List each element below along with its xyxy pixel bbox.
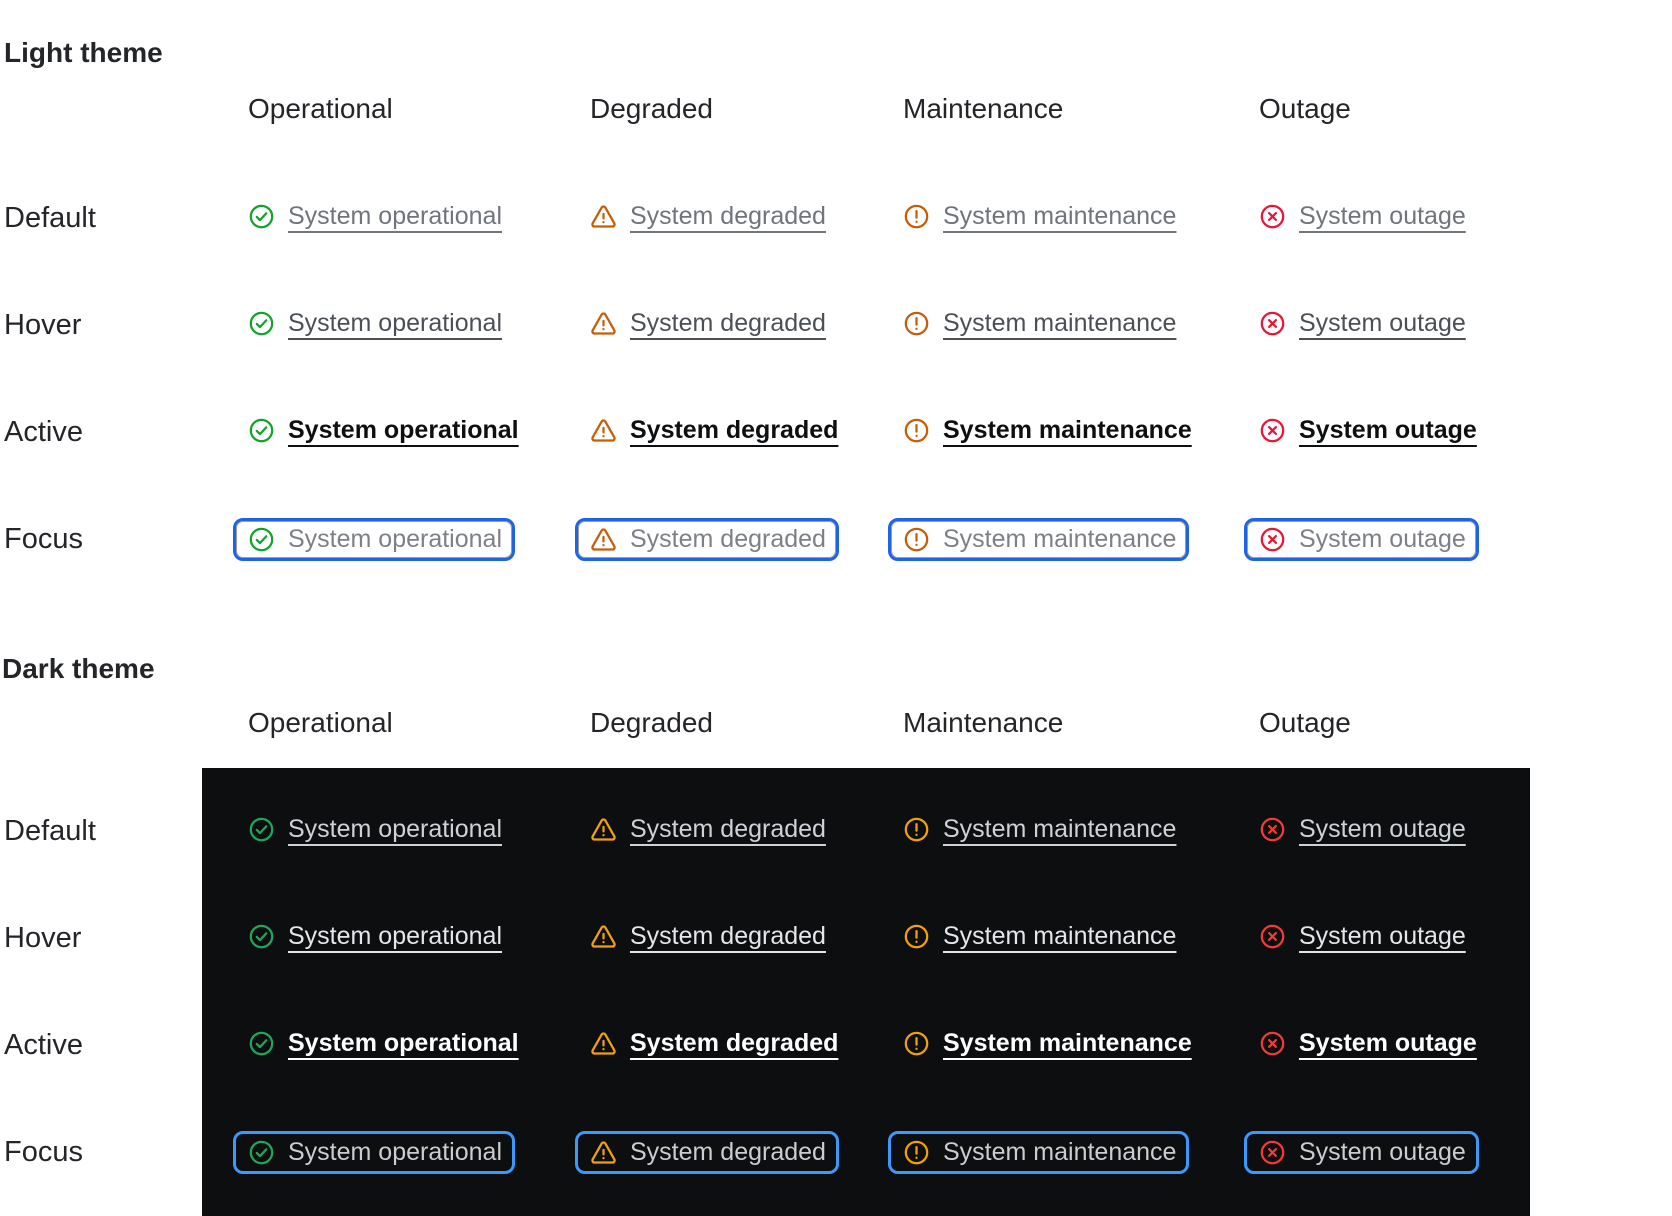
- status-link-maintenance-focus[interactable]: [888, 1131, 1189, 1174]
- status-link-label: System degraded: [630, 415, 839, 444]
- cell-dark-default-operational: [248, 816, 590, 848]
- cell-dark-active-outage: [1259, 1030, 1672, 1062]
- x-circle-icon: [1259, 816, 1286, 843]
- cell-dark-active-maintenance: [903, 1030, 1259, 1062]
- column-header-operational: Operational: [248, 93, 393, 124]
- cell-light-default-degraded: [590, 203, 903, 235]
- row-label-hover: Hover: [4, 309, 82, 341]
- cell-dark-hover-degraded: [590, 923, 903, 955]
- status-link-label: System outage: [1299, 1138, 1466, 1166]
- cell-dark-focus-operational: [248, 1131, 590, 1174]
- status-link-label: System degraded: [630, 1138, 826, 1166]
- cell-dark-focus-degraded: [590, 1131, 903, 1174]
- row-label-focus: Focus: [4, 523, 83, 555]
- warning-triangle-icon: [590, 816, 617, 843]
- section-title-dark: Dark theme: [2, 653, 155, 685]
- status-link-maintenance-hover[interactable]: [903, 923, 1176, 950]
- column-header-outage: Outage: [1259, 93, 1351, 124]
- status-link-operational-active[interactable]: [248, 417, 519, 444]
- cell-dark-hover-outage: [1259, 923, 1672, 955]
- check-circle-icon: [248, 203, 275, 230]
- cell-dark-default-maintenance: [903, 816, 1259, 848]
- alert-circle-icon: [903, 203, 930, 230]
- status-link-label: System degraded: [630, 525, 826, 553]
- status-link-outage-hover[interactable]: [1259, 310, 1466, 337]
- column-header-maintenance: Maintenance: [903, 93, 1064, 124]
- x-circle-icon: [1259, 1030, 1286, 1057]
- cell-light-active-maintenance: [903, 417, 1259, 449]
- alert-circle-icon: [903, 1030, 930, 1057]
- warning-triangle-icon: [590, 1139, 617, 1166]
- status-link-label: System operational: [288, 814, 503, 843]
- status-link-outage-active[interactable]: [1259, 1030, 1477, 1057]
- row-label-hover: Hover: [4, 922, 82, 954]
- x-circle-icon: [1259, 526, 1286, 553]
- status-link-outage-active[interactable]: [1259, 417, 1477, 444]
- warning-triangle-icon: [590, 526, 617, 553]
- row-label-default: Default: [4, 815, 96, 847]
- cell-light-default-maintenance: [903, 203, 1259, 235]
- status-link-degraded-hover[interactable]: [590, 310, 826, 337]
- status-link-outage-default[interactable]: [1259, 203, 1466, 230]
- status-link-degraded-default[interactable]: [590, 203, 826, 230]
- alert-circle-icon: [903, 1139, 930, 1166]
- status-link-outage-focus[interactable]: [1244, 518, 1479, 561]
- status-link-label: System operational: [288, 201, 503, 230]
- warning-triangle-icon: [590, 203, 617, 230]
- status-link-label: System outage: [1299, 814, 1466, 843]
- row-label-active: Active: [4, 1029, 83, 1061]
- cell-light-hover-outage: [1259, 310, 1672, 342]
- status-link-outage-hover[interactable]: [1259, 923, 1466, 950]
- status-link-label: System outage: [1299, 415, 1477, 444]
- status-link-operational-focus[interactable]: [233, 518, 515, 561]
- light-column-headers: [0, 92, 1672, 126]
- status-link-operational-default[interactable]: [248, 816, 502, 843]
- status-link-operational-hover[interactable]: [248, 310, 502, 337]
- status-link-label: System maintenance: [943, 921, 1177, 950]
- dark-states-grid: [0, 778, 1672, 1206]
- cell-dark-default-outage: [1259, 816, 1672, 848]
- cell-dark-default-degraded: [590, 816, 903, 848]
- status-link-degraded-active[interactable]: [590, 1030, 838, 1057]
- x-circle-icon: [1259, 417, 1286, 444]
- status-link-label: System maintenance: [943, 525, 1177, 553]
- status-link-label: System outage: [1299, 201, 1466, 230]
- alert-circle-icon: [903, 923, 930, 950]
- status-link-operational-hover[interactable]: [248, 923, 502, 950]
- column-header-degraded: Degraded: [590, 93, 713, 124]
- status-link-label: System degraded: [630, 921, 826, 950]
- column-header-degraded: Degraded: [590, 707, 713, 738]
- status-link-operational-active[interactable]: [248, 1030, 519, 1057]
- status-link-degraded-focus[interactable]: [575, 518, 839, 561]
- x-circle-icon: [1259, 923, 1286, 950]
- cell-dark-focus-maintenance: [903, 1131, 1259, 1174]
- status-link-label: System degraded: [630, 308, 826, 337]
- status-link-degraded-focus[interactable]: [575, 1131, 839, 1174]
- row-label-active: Active: [4, 416, 83, 448]
- cell-light-hover-degraded: [590, 310, 903, 342]
- status-link-maintenance-default[interactable]: [903, 203, 1176, 230]
- cell-dark-focus-outage: [1259, 1131, 1672, 1174]
- status-link-label: System maintenance: [943, 814, 1177, 843]
- warning-triangle-icon: [590, 310, 617, 337]
- column-header-operational: Operational: [248, 707, 393, 738]
- status-link-label: System operational: [288, 1138, 503, 1166]
- status-link-outage-default[interactable]: [1259, 816, 1466, 843]
- status-link-label: System outage: [1299, 1028, 1477, 1057]
- status-link-degraded-hover[interactable]: [590, 923, 826, 950]
- status-link-label: System maintenance: [943, 308, 1177, 337]
- status-link-maintenance-hover[interactable]: [903, 310, 1176, 337]
- status-link-label: System operational: [288, 308, 503, 337]
- x-circle-icon: [1259, 1139, 1286, 1166]
- alert-circle-icon: [903, 310, 930, 337]
- alert-circle-icon: [903, 816, 930, 843]
- column-header-maintenance: Maintenance: [903, 707, 1064, 738]
- cell-light-active-operational: [248, 417, 590, 449]
- cell-light-focus-outage: [1259, 518, 1672, 561]
- status-link-degraded-active[interactable]: [590, 417, 838, 444]
- status-link-label: System maintenance: [943, 415, 1192, 444]
- check-circle-icon: [248, 526, 275, 553]
- status-link-maintenance-active[interactable]: [903, 417, 1192, 444]
- cell-light-focus-operational: [248, 518, 590, 561]
- check-circle-icon: [248, 1030, 275, 1057]
- row-label-focus: Focus: [4, 1136, 83, 1168]
- warning-triangle-icon: [590, 417, 617, 444]
- status-link-label: System degraded: [630, 1028, 839, 1057]
- status-link-operational-default[interactable]: [248, 203, 502, 230]
- alert-circle-icon: [903, 417, 930, 444]
- alert-circle-icon: [903, 526, 930, 553]
- cell-light-default-outage: [1259, 203, 1672, 235]
- status-link-label: System operational: [288, 921, 503, 950]
- cell-dark-hover-maintenance: [903, 923, 1259, 955]
- status-link-label: System operational: [288, 1028, 519, 1057]
- status-link-label: System operational: [288, 525, 503, 553]
- cell-light-hover-operational: [248, 310, 590, 342]
- check-circle-icon: [248, 816, 275, 843]
- column-header-outage: Outage: [1259, 707, 1351, 738]
- status-link-maintenance-active[interactable]: [903, 1030, 1192, 1057]
- status-link-maintenance-focus[interactable]: [888, 518, 1189, 561]
- cell-light-focus-degraded: [590, 518, 903, 561]
- check-circle-icon: [248, 310, 275, 337]
- dark-column-headers: [0, 706, 1672, 740]
- status-link-label: System maintenance: [943, 201, 1177, 230]
- status-link-label: System maintenance: [943, 1028, 1192, 1057]
- check-circle-icon: [248, 1139, 275, 1166]
- status-link-outage-focus[interactable]: [1244, 1131, 1479, 1174]
- status-link-label: System degraded: [630, 201, 826, 230]
- x-circle-icon: [1259, 310, 1286, 337]
- check-circle-icon: [248, 923, 275, 950]
- status-link-maintenance-default[interactable]: [903, 816, 1176, 843]
- status-link-label: System outage: [1299, 921, 1466, 950]
- status-link-label: System maintenance: [943, 1138, 1177, 1166]
- status-link-degraded-default[interactable]: [590, 816, 826, 843]
- status-link-operational-focus[interactable]: [233, 1131, 515, 1174]
- status-link-label: System outage: [1299, 308, 1466, 337]
- status-link-label: System outage: [1299, 525, 1466, 553]
- cell-light-active-outage: [1259, 417, 1672, 449]
- cell-light-default-operational: [248, 203, 590, 235]
- cell-dark-active-degraded: [590, 1030, 903, 1062]
- row-label-default: Default: [4, 202, 96, 234]
- status-link-label: System operational: [288, 415, 519, 444]
- warning-triangle-icon: [590, 923, 617, 950]
- x-circle-icon: [1259, 203, 1286, 230]
- section-title-light: Light theme: [4, 37, 163, 69]
- check-circle-icon: [248, 417, 275, 444]
- warning-triangle-icon: [590, 1030, 617, 1057]
- status-link-label: System degraded: [630, 814, 826, 843]
- cell-dark-hover-operational: [248, 923, 590, 955]
- cell-dark-active-operational: [248, 1030, 590, 1062]
- cell-light-focus-maintenance: [903, 518, 1259, 561]
- light-states-grid: [0, 165, 1672, 593]
- cell-light-hover-maintenance: [903, 310, 1259, 342]
- cell-light-active-degraded: [590, 417, 903, 449]
